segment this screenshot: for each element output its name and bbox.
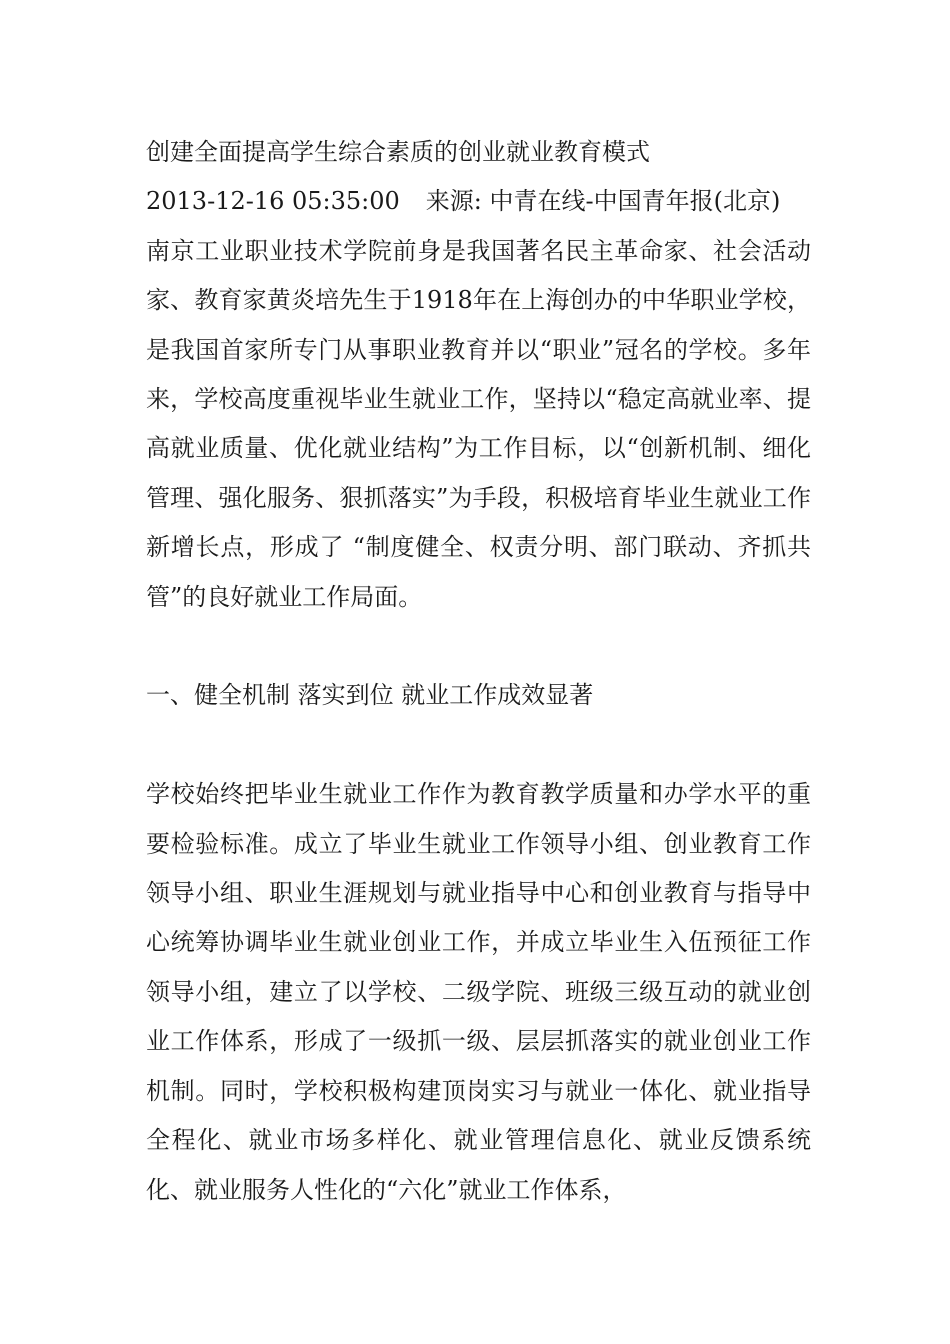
paragraph-spacer: [146, 622, 811, 671]
article-meta: [146, 177, 811, 226]
article-source: 来源: 中青在线-中国青年报(北京): [425, 187, 781, 216]
section-paragraph: 学校始终把毕业生就业工作作为教育教学质量和办学水平的重要检验标准。成立了毕业生就业工作领导小组、创业教育工作领导小组、职业生涯规划与就业指导中心和创业教育与指导中心统筹协调毕业生就业创业工作，并成立毕业生入伍预征工作领导小组，建立了以学校、二级学院、班级三级互动的就业创业工作体系，形成了一级抓一级、层层抓落实的就业创业工作机制。同时，学校积极构建顶岗实习与就业一体化、就业指导全程化、就业市场多样化、就业管理信息化、就业反馈系统化、就业服务人性化的“六化”就业工作体系，: [146, 780, 811, 1204]
paragraph-spacer: [146, 721, 811, 770]
article-datetime: 2013-12-16 05:35:00: [146, 187, 400, 216]
article-content: [146, 128, 811, 1215]
intro-paragraph: 南京工业职业技术学院前身是我国著名民主革命家、社会活动家、教育家黄炎培先生于1918年在上海创办的中华职业学校，是我国首家所专门从事职业教育并以“职业”冠名的学校。多年来，学校高度重视毕业生就业工作，坚持以“稳定高就业率、提高就业质量、优化就业结构”为工作目标，以“创新机制、细化管理、强化服务、狠抓落实”为手段，积极培育毕业生就业工作新增长点，形成了 “制度健全、权责分明、部门联动、齐抓共管”的良好就业工作局面。: [146, 236, 811, 611]
section-heading: 一、健全机制 落实到位 就业工作成效显著: [146, 681, 594, 710]
article-title: 创建全面提高学生综合素质的创业就业教育模式: [146, 138, 650, 166]
